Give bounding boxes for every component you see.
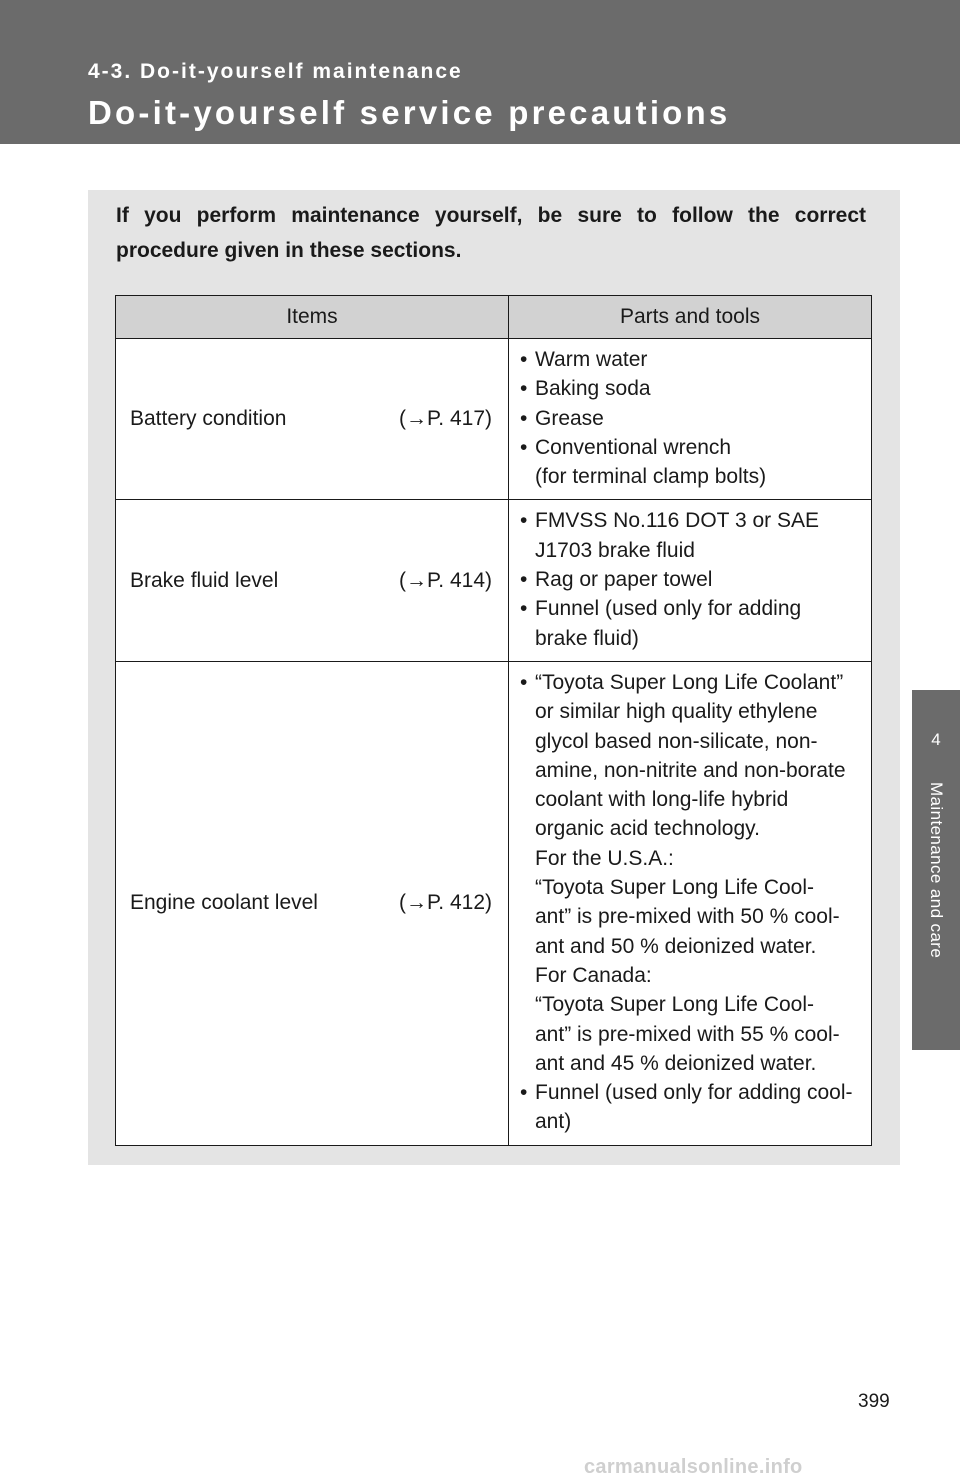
- bullet-icon: •: [520, 597, 528, 621]
- part-text-line: “Toyota Super Long Life Coolant”: [535, 670, 844, 694]
- part-text-line: “Toyota Super Long Life Cool-: [535, 993, 814, 1017]
- part-list-item: [520, 594, 867, 653]
- part-list-item: [520, 404, 867, 433]
- part-text-line: amine, non-nitrite and non-borate: [535, 758, 846, 782]
- table-row: [116, 339, 872, 500]
- part-text-line: Baking soda: [535, 377, 651, 401]
- part-list-item: [520, 1078, 867, 1137]
- page-number: 399: [858, 1391, 890, 1412]
- page-reference-link[interactable]: (→P. 412): [399, 891, 492, 915]
- bullet-icon: •: [520, 1081, 528, 1105]
- bullet-icon: •: [520, 670, 528, 694]
- item-cell: [116, 339, 509, 500]
- bullet-icon: •: [520, 377, 528, 401]
- bullet-icon: •: [520, 435, 528, 459]
- part-text-line: “Toyota Super Long Life Cool-: [535, 876, 814, 900]
- bullet-icon: •: [520, 568, 528, 592]
- intro-text: If you perform maintenance yourself, be sure to follow the correct procedure given in these sections.: [116, 204, 866, 262]
- part-text-line: ant and 50 % deionized water.: [535, 934, 817, 958]
- item-name: Battery condition: [130, 407, 287, 431]
- part-text-line: Warm water: [535, 348, 648, 371]
- table-body: [116, 339, 872, 1146]
- part-text-line: glycol based non-silicate, non-: [535, 729, 818, 753]
- part-text-line: ant” is pre-mixed with 55 % cool-: [535, 1022, 840, 1046]
- part-text-line: Funnel (used only for adding: [535, 597, 802, 621]
- page-reference-link[interactable]: (→P. 414): [399, 568, 492, 592]
- part-text-line: ant and 45 % deionized water.: [535, 1051, 817, 1075]
- page-reference-link[interactable]: (→P. 417): [399, 407, 492, 431]
- part-list-item: [520, 433, 867, 492]
- part-text-line: Funnel (used only for adding cool-: [535, 1081, 853, 1105]
- table-row: [116, 500, 872, 661]
- part-text-line: Rag or paper towel: [535, 568, 713, 592]
- part-text-line: J1703 brake fluid: [535, 538, 695, 562]
- table-header-row: [116, 296, 872, 339]
- watermark: carmanualsonline.info: [584, 1456, 803, 1478]
- part-text-line: ant” is pre-mixed with 50 % cool-: [535, 905, 840, 929]
- part-text-line: Conventional wrench: [535, 435, 732, 459]
- chapter-number: 4: [931, 730, 941, 749]
- part-list-item: [520, 506, 867, 565]
- page-title: Do-it-yourself service precautions: [88, 94, 731, 131]
- maintenance-table: [115, 295, 872, 1146]
- part-text-line: (for terminal clamp bolts): [535, 465, 767, 489]
- bullet-icon: •: [520, 406, 528, 430]
- part-text-line: FMVSS No.116 DOT 3 or SAE: [535, 509, 819, 533]
- bullet-icon: •: [520, 348, 528, 371]
- column-header-items: Items: [116, 296, 509, 339]
- table-row: [116, 661, 872, 1145]
- part-text-line: Grease: [535, 406, 604, 430]
- section-label: 4-3. Do-it-yourself maintenance: [88, 60, 463, 83]
- column-header-parts: Parts and tools: [509, 296, 872, 339]
- part-text-line: coolant with long-life hybrid: [535, 788, 789, 812]
- parts-cell: [509, 661, 872, 1145]
- part-text-line: For Canada:: [535, 963, 652, 987]
- parts-cell: [509, 339, 872, 500]
- chapter-label: Maintenance and care: [927, 782, 946, 959]
- part-list-item: [520, 374, 867, 403]
- item-name: Brake fluid level: [130, 568, 279, 592]
- part-list-item: [520, 345, 867, 374]
- part-list-item: [520, 565, 867, 594]
- item-name: Engine coolant level: [130, 891, 318, 915]
- part-list-item: [520, 668, 867, 1078]
- chapter-tab[interactable]: [912, 690, 960, 1050]
- part-text-line: For the U.S.A.:: [535, 846, 674, 870]
- part-text-line: brake fluid): [535, 626, 639, 650]
- part-text-line: organic acid technology.: [535, 817, 760, 841]
- parts-cell: [509, 500, 872, 661]
- item-cell: [116, 500, 509, 661]
- part-text-line: ant): [535, 1110, 572, 1134]
- bullet-icon: •: [520, 509, 528, 533]
- part-text-line: or similar high quality ethylene: [535, 700, 818, 724]
- item-cell: [116, 661, 509, 1145]
